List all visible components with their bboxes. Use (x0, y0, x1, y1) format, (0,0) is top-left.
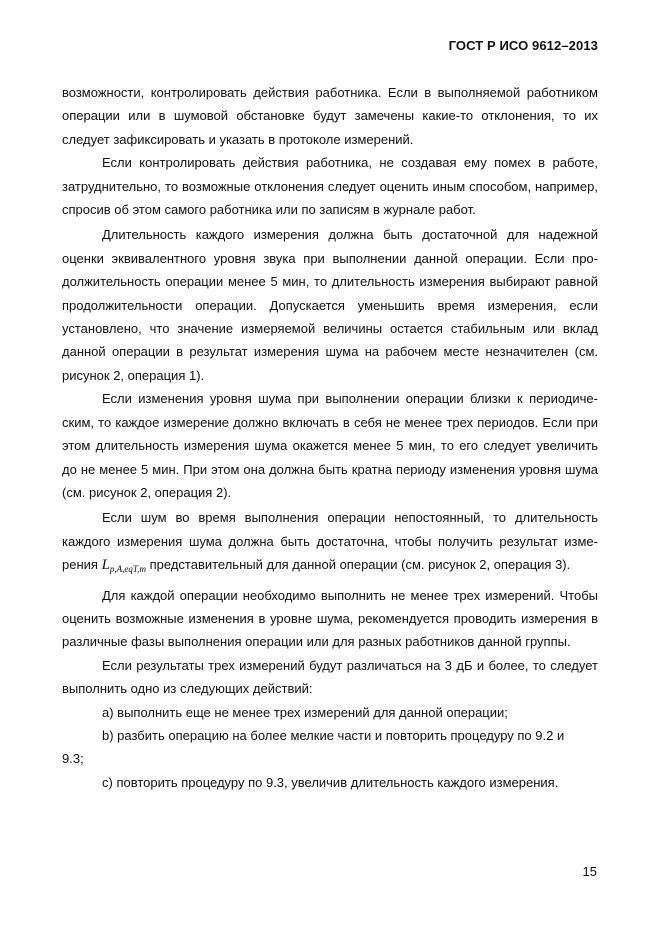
paragraph-measurement-duration: Длительность каждого измерения должна быть достаточной для надежной оценки эквивалентного уровня звука при выполнении данной операции. Если продолжительность операции менее 5 мин, то длительность измерения выбирают равной продолжительности операции. Допускается уменьшить время измерения, если установлено, что значение измеряемой величины остается стабильным или вклад данной операции в результат измерения шума на рабочем месте незначителен (см. рисунок 2, операция 1). (62, 227, 598, 383)
level-symbol (102, 557, 146, 573)
level-symbol-main: L (101, 557, 110, 574)
paragraph-results-differ: Если результаты трех измерений будут различаться на 3 дБ и более, то следует выполнить одно из следующих действий: (62, 657, 598, 697)
level-symbol-subscript: p,A,eqT,m (109, 564, 146, 575)
paragraph-deviation-assessment: Если контролировать действия работника, не создавая ему помех в работе, затруднительно, то возможные отклонения следует оценить иным способом, например, спросив об этом самого работника или по записям в журнале работ. (62, 155, 598, 218)
paragraph-periodic-noise: Если изменения уровня шума при выполнении операции близки к периодическим, то каждое измерение должно включать в себя не менее трех периодов. Если при этом длительность измерения шума окажется менее 5 мин, то его следует увеличить до не менее 5 мин. При этом она должна быть кратна периоду изменения уровня шума (см. рисунок 2, операция 2). (62, 391, 598, 500)
p5-text-before: Если шум во время выполнения операции непостоянный, то длительность каждого измерения шума должна быть достаточна, чтобы получить результат измерения (62, 510, 598, 573)
p5-text-after: представительный для данной операции (см. рисунок 2, операция 3). (146, 557, 571, 573)
paragraph-nonsteady-noise (62, 506, 598, 581)
paragraph-continuation: возможности, контролировать действия работника. Если в выполняемой работником операции или в шумовой обстановке будут замечены какие-то отклонения, то их следует зафиксировать и указать в протоколе измерений. (62, 85, 598, 147)
list-item-b-line2: 9.3; (62, 751, 84, 767)
paragraph-three-measurements: Для каждой операции необходимо выполнить не менее трех измерений. Чтобы оценить возможные изменения в уровне шума, рекомендуется проводить измерения в различные фазы выполнения операции или для разных работников данной группы. (62, 587, 598, 650)
document-header: ГОСТ Р ИСО 9612–2013 (448, 38, 598, 53)
page-number: 15 (582, 864, 597, 879)
body-text (62, 81, 598, 794)
list-item-b-line1: b) разбить операцию на более мелкие части и повторить процедуру по 9.2 и (102, 727, 565, 743)
list-item-c: с) повторить процедуру по 9.3, увеличив длительность каждого измерения. (102, 774, 559, 790)
list-item-a: а) выполнить еще не менее трех измерений для данной операции; (102, 704, 508, 720)
